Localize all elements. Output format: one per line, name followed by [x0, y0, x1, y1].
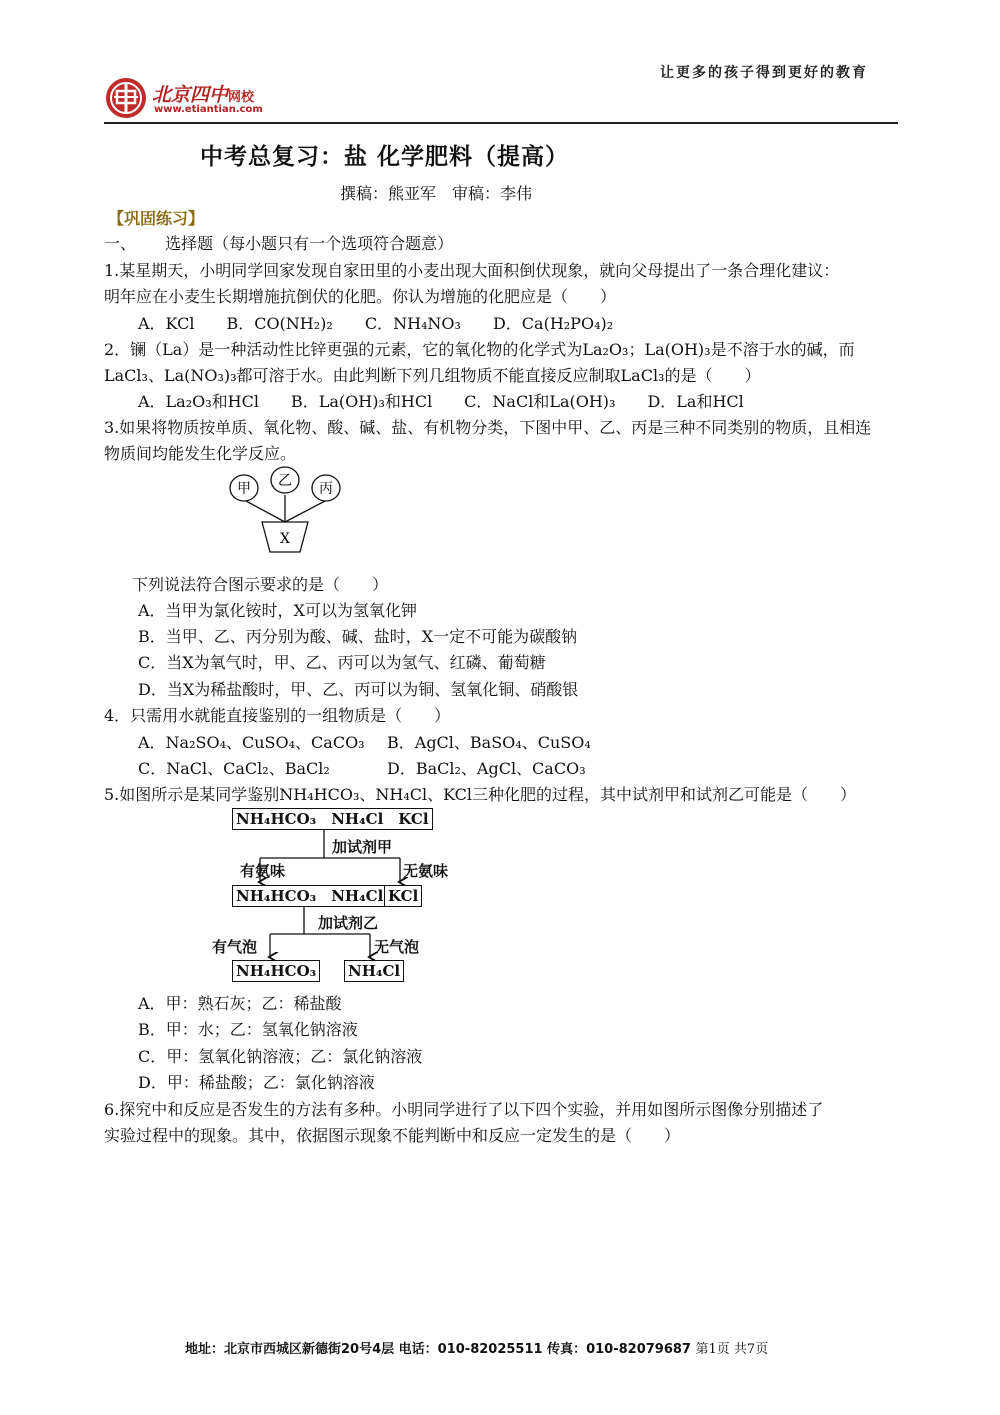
q3-line1: 3.如果将物质按单质、氧化物、酸、碱、盐、有机物分类，下图中甲、乙、丙是三种不同类别的物质，且相连 — [104, 418, 872, 437]
authors-line: 撰稿：熊亚军 审稿：李伟 — [340, 184, 533, 203]
q3-label-b: 乙 — [278, 473, 292, 489]
q5-flow-diagram — [200, 806, 480, 986]
q2-line2: LaCl₃、La(NO₃)₃都可溶于水。由此判断下列几组物质不能直接反应制取LaCl₃的是（ ） — [104, 366, 761, 385]
q5-left-label1: 有氨味 — [240, 862, 286, 880]
q5-right-label2: 无气泡 — [374, 938, 420, 956]
q3-option-c: C．当X为氧气时，甲、乙、丙可以为氢气、红磷、葡萄糖 — [138, 653, 546, 672]
page-footer — [185, 1338, 768, 1357]
header-tagline: 让更多的孩子得到更好的教育 — [660, 65, 868, 81]
q2-options: A．La₂O₃和HCl B．La(OH)₃和HCl C．NaCl和La(OH)₃ D．La和HCl — [138, 392, 744, 411]
q5-box-bottom-left: NH₄HCO₃ — [232, 960, 320, 982]
q4-option-c: C．NaCl、CaCl₂、BaCl₂ — [138, 759, 330, 778]
q5-left-label2: 有气泡 — [212, 938, 258, 956]
q3-stem: 下列说法符合图示要求的是（ ） — [132, 575, 389, 594]
footer-address: 地址：北京市西城区新德街20号4层 电话：010-82025511 传真：010-82079687 — [185, 1342, 691, 1357]
q3-line2: 物质间均能发生化学反应。 — [104, 444, 297, 463]
q6-line1: 6.探究中和反应是否发生的方法有多种。小明同学进行了以下四个实验，并用如图所示图像分别描述了 — [104, 1100, 824, 1119]
q5-reagent2: 加试剂乙 — [318, 914, 379, 932]
logo-url: www.etiantian.com — [154, 104, 263, 115]
logo-emblem-icon — [104, 76, 148, 120]
q5-option-a: A．甲：熟石灰；乙：稀盐酸 — [138, 994, 342, 1013]
q3-label-x: X — [280, 531, 290, 547]
q1-options: A．KCl B．CO(NH₂)₂ C．NH₄NO₃ D．Ca(H₂PO₄)₂ — [138, 314, 614, 333]
q5-line1: 5.如图所示是某同学鉴别NH₄HCO₃、NH₄Cl、KCl三种化肥的过程，其中试剂甲和试剂乙可能是（ ） — [104, 785, 856, 804]
q5-box-mid-right: KCl — [384, 885, 422, 907]
q1-line2: 明年应在小麦生长期增施抗倒伏的化肥。你认为增施的化肥应是（ ） — [104, 287, 617, 306]
q3-option-d: D．当X为稀盐酸时，甲、乙、丙可以为铜、氢氧化铜、硝酸银 — [138, 680, 579, 699]
logo-name: 北京四中 — [152, 84, 229, 106]
q5-reagent1: 加试剂甲 — [332, 838, 393, 856]
q5-box-mid-left: NH₄HCO₃ NH₄Cl — [232, 885, 387, 907]
school-logo — [104, 76, 284, 120]
logo-suffix: 网校 — [228, 90, 255, 105]
q5-right-label1: 无氨味 — [403, 862, 449, 880]
q5-option-c: C．甲：氢氧化钠溶液；乙：氯化钠溶液 — [138, 1047, 423, 1066]
q3-option-b: B．当甲、乙、丙分别为酸、碱、盐时，X一定不可能为碳酸钠 — [138, 627, 578, 646]
section-label: 【巩固练习】 — [108, 209, 205, 228]
q3-label-c: 丙 — [319, 481, 333, 497]
q3-option-a: A．当甲为氯化铵时，X可以为氢氧化钾 — [138, 601, 417, 620]
q3-label-a: 甲 — [237, 481, 251, 497]
q5-option-b: B．甲：水；乙：氢氧化钠溶液 — [138, 1020, 358, 1039]
footer-page-number: 第1页 共7页 — [695, 1342, 769, 1357]
q4-line1: 4．只需用水就能直接鉴别的一组物质是（ ） — [104, 706, 451, 725]
header-rule — [104, 122, 898, 124]
q3-diagram — [222, 466, 352, 558]
q4-option-b: B．AgCl、BaSO₄、CuSO₄ — [387, 733, 591, 752]
q4-option-d: D．BaCl₂、AgCl、CaCO₃ — [387, 759, 586, 778]
q5-box-bottom-right: NH₄Cl — [344, 960, 404, 982]
q4-option-a: A．Na₂SO₄、CuSO₄、CaCO₃ — [138, 733, 365, 752]
q5-box-top: NH₄HCO₃ NH₄Cl KCl — [232, 808, 433, 830]
q1-line1: 1.某星期天，小明同学回家发现自家田里的小麦出现大面积倒伏现象，就向父母提出了一条合理化建议： — [104, 261, 840, 280]
part-heading: 一、 选择题（每小题只有一个选项符合题意） — [104, 234, 454, 253]
page-title: 中考总复习：盐 化学肥料（提高） — [200, 144, 570, 170]
q6-line2: 实验过程中的现象。其中，依据图示现象不能判断中和反应一定发生的是（ ） — [104, 1126, 681, 1145]
q5-option-d: D．甲：稀盐酸；乙：氯化钠溶液 — [138, 1073, 375, 1092]
q2-line1: 2．镧（La）是一种活动性比锌更强的元素，它的氧化物的化学式为La₂O₃；La(OH)₃是不溶于水的碱，而 — [104, 340, 855, 359]
